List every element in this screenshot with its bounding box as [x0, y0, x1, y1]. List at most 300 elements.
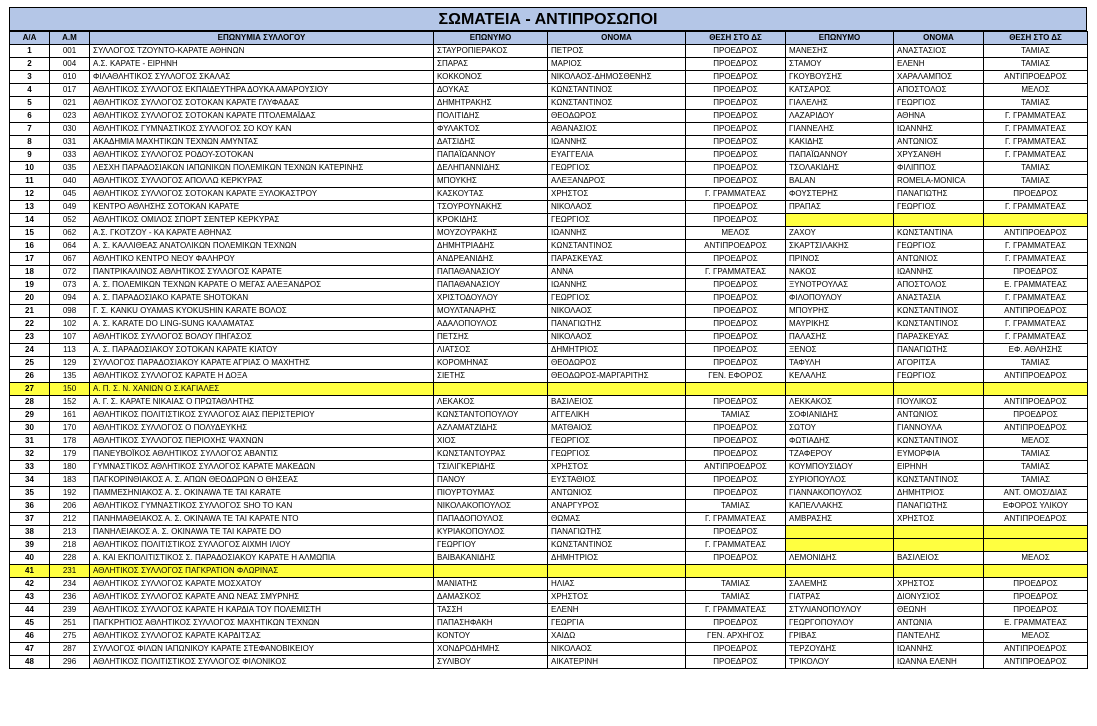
rep1-name-cell[interactable]: ΧΡΗΣΤΟΣ — [548, 188, 686, 201]
rep1-name-cell[interactable]: ΝΙΚΟΛΑΟΣ — [548, 305, 686, 318]
rep2-position-cell[interactable]: Γ. ΓΡΑΜΜΑΤΕΑΣ — [984, 123, 1088, 136]
rep2-position-cell[interactable]: ΜΕΛΟΣ — [984, 630, 1088, 643]
row-number-cell[interactable]: 5 — [10, 97, 50, 110]
rep2-name-cell[interactable]: ΠΑΝΑΓΙΩΤΗΣ — [894, 188, 984, 201]
rep2-surname-cell[interactable]: ΚΑΚΙΔΗΣ — [786, 136, 894, 149]
club-name-cell[interactable]: ΑΘΛΗΤΙΚΟΣ ΣΥΛΛΟΓΟΣ ΣΟΤΟΚΑΝ ΚΑΡΑΤΕ ΞΥΛΟΚΑΣΤΡΟΥ — [90, 188, 434, 201]
col-header-club[interactable]: ΕΠΩΝΥΜΙΑ ΣΥΛΛΟΓΟΥ — [90, 32, 434, 45]
rep1-name-cell[interactable]: ΓΕΩΡΓΙΟΣ — [548, 448, 686, 461]
col-header-name-2[interactable]: ΟΝΟΜΑ — [894, 32, 984, 45]
rep1-name-cell[interactable] — [548, 383, 686, 396]
rep2-surname-cell[interactable]: ΚΕΛΑΛΗΣ — [786, 370, 894, 383]
rep2-name-cell[interactable]: ΚΩΝΣΤΑΝΤΙΝΟΣ — [894, 305, 984, 318]
rep2-surname-cell[interactable]: ΜΑΝΕΣΗΣ — [786, 45, 894, 58]
rep1-name-cell[interactable]: ΓΕΩΡΓΙΑ — [548, 617, 686, 630]
club-name-cell[interactable]: ΑΘΛΗΤΙΚΟΣ ΣΥΛΛΟΓΟΣ ΡΟΔΟΥ-ΣΟΤΟΚΑΝ — [90, 149, 434, 162]
rep2-name-cell[interactable]: ΠΟΥΛΙΚΟΣ — [894, 396, 984, 409]
rep2-name-cell[interactable]: ΑΠΟΣΤΟΛΟΣ — [894, 279, 984, 292]
rep1-surname-cell[interactable]: ΚΟΝΤΟΥ — [434, 630, 548, 643]
rep1-position-cell[interactable]: ΠΡΟΕΔΡΟΣ — [686, 292, 786, 305]
row-number-cell[interactable]: 32 — [10, 448, 50, 461]
club-name-cell[interactable]: ΠΑΓΚΡΗΤΙΟΣ ΑΘΛΗΤΙΚΟΣ ΣΥΛΛΟΓΟΣ ΜΑΧΗΤΙΚΩΝ ΤΕΧΝΩΝ — [90, 617, 434, 630]
rep2-position-cell[interactable]: ΑΝΤΙΠΡΟΕΔΡΟΣ — [984, 396, 1088, 409]
member-number-cell[interactable]: 236 — [50, 591, 90, 604]
rep2-position-cell[interactable]: ΑΝΤΙΠΡΟΕΔΡΟΣ — [984, 71, 1088, 84]
col-header-surname-1[interactable]: ΕΠΩΝΥΜΟ — [434, 32, 548, 45]
rep2-surname-cell[interactable]: ΑΜΒΡΑΣΗΣ — [786, 513, 894, 526]
rep2-surname-cell[interactable] — [786, 565, 894, 578]
rep2-position-cell[interactable]: ΤΑΜΙΑΣ — [984, 461, 1088, 474]
rep2-name-cell[interactable] — [894, 383, 984, 396]
rep2-position-cell[interactable] — [984, 383, 1088, 396]
rep1-surname-cell[interactable]: ΜΑΝΙΑΤΗΣ — [434, 578, 548, 591]
member-number-cell[interactable]: 296 — [50, 656, 90, 669]
rep2-name-cell[interactable]: ΠΑΝΑΓΙΩΤΗΣ — [894, 500, 984, 513]
rep1-position-cell[interactable]: ΠΡΟΕΔΡΟΣ — [686, 448, 786, 461]
rep1-surname-cell[interactable]: ΤΑΣΣΗ — [434, 604, 548, 617]
rep1-name-cell[interactable]: ΗΛΙΑΣ — [548, 578, 686, 591]
rep2-position-cell[interactable]: ΜΕΛΟΣ — [984, 552, 1088, 565]
club-name-cell[interactable]: ΑΘΛΗΤΙΚΟΣ ΓΥΜΝΑΣΤΙΚΟΣ ΣΥΛΛΟΓΟΣ SHO TO KAN — [90, 500, 434, 513]
row-number-cell[interactable]: 44 — [10, 604, 50, 617]
club-name-cell[interactable]: ΑΘΛΗΤΙΚΟΣ ΟΜΙΛΟΣ ΣΠΟΡΤ ΣΕΝΤΕΡ ΚΕΡΚΥΡΑΣ — [90, 214, 434, 227]
row-number-cell[interactable]: 27 — [10, 383, 50, 396]
rep1-position-cell[interactable]: ΠΡΟΕΔΡΟΣ — [686, 474, 786, 487]
rep2-surname-cell[interactable]: ΛΕΜΟΝΙΔΗΣ — [786, 552, 894, 565]
row-number-cell[interactable]: 12 — [10, 188, 50, 201]
rep1-position-cell[interactable]: ΠΡΟΕΔΡΟΣ — [686, 422, 786, 435]
rep1-position-cell[interactable]: ΠΡΟΕΔΡΟΣ — [686, 656, 786, 669]
rep1-name-cell[interactable]: ΑΓΓΕΛΙΚΗ — [548, 409, 686, 422]
row-number-cell[interactable]: 3 — [10, 71, 50, 84]
rep1-surname-cell[interactable]: ΔΑΤΣΙΔΗΣ — [434, 136, 548, 149]
member-number-cell[interactable]: 113 — [50, 344, 90, 357]
rep2-name-cell[interactable]: ΑΝΤΩΝΙΟΣ — [894, 409, 984, 422]
rep2-surname-cell[interactable]: ΣΑΛΕΜΗΣ — [786, 578, 894, 591]
rep2-position-cell[interactable] — [984, 214, 1088, 227]
member-number-cell[interactable]: 010 — [50, 71, 90, 84]
col-header-position-1[interactable]: ΘΕΣΗ ΣΤΟ ΔΣ — [686, 32, 786, 45]
rep2-surname-cell[interactable]: ΠΑΛΑΣΗΣ — [786, 331, 894, 344]
row-number-cell[interactable]: 29 — [10, 409, 50, 422]
rep2-position-cell[interactable]: Γ. ΓΡΑΜΜΑΤΕΑΣ — [984, 318, 1088, 331]
rep1-name-cell[interactable]: ΚΩΝΣΤΑΝΤΙΝΟΣ — [548, 240, 686, 253]
member-number-cell[interactable]: 206 — [50, 500, 90, 513]
rep1-position-cell[interactable] — [686, 383, 786, 396]
rep1-surname-cell[interactable]: ΠΕΤΣΗΣ — [434, 331, 548, 344]
rep2-position-cell[interactable]: ΤΑΜΙΑΣ — [984, 162, 1088, 175]
club-name-cell[interactable]: Α. Σ. ΠΑΡΑΔΟΣΙΑΚΟ ΚΑΡΑΤΕ SHOTOKAN — [90, 292, 434, 305]
member-number-cell[interactable]: 231 — [50, 565, 90, 578]
row-number-cell[interactable]: 9 — [10, 149, 50, 162]
rep1-surname-cell[interactable]: ΜΠΟΥΚΗΣ — [434, 175, 548, 188]
rep2-surname-cell[interactable]: ΓΙΑΝΝΑΚΟΠΟΥΛΟΣ — [786, 487, 894, 500]
club-name-cell[interactable]: Α.Σ. ΓΚΟΤΖΟΥ - ΚΑ ΚΑΡΑΤΕ ΑΘΗΝΑΣ — [90, 227, 434, 240]
member-number-cell[interactable]: 287 — [50, 643, 90, 656]
rep1-name-cell[interactable]: ΝΙΚΟΛΑΟΣ — [548, 331, 686, 344]
rep1-position-cell[interactable]: ΠΡΟΕΔΡΟΣ — [686, 487, 786, 500]
rep1-surname-cell[interactable]: ΑΖΛΑΜΑΤΖΙΔΗΣ — [434, 422, 548, 435]
rep1-surname-cell[interactable] — [434, 565, 548, 578]
rep1-position-cell[interactable]: ΠΡΟΕΔΡΟΣ — [686, 318, 786, 331]
rep1-position-cell[interactable]: ΠΡΟΕΔΡΟΣ — [686, 58, 786, 71]
rep1-position-cell[interactable]: ΠΡΟΕΔΡΟΣ — [686, 123, 786, 136]
rep1-name-cell[interactable]: ΙΩΑΝΝΗΣ — [548, 136, 686, 149]
rep1-name-cell[interactable]: ΠΑΝΑΓΙΩΤΗΣ — [548, 526, 686, 539]
rep1-position-cell[interactable]: ΠΡΟΕΔΡΟΣ — [686, 45, 786, 58]
rep2-position-cell[interactable]: Γ. ΓΡΑΜΜΑΤΕΑΣ — [984, 292, 1088, 305]
member-number-cell[interactable]: 023 — [50, 110, 90, 123]
row-number-cell[interactable]: 18 — [10, 266, 50, 279]
rep2-surname-cell[interactable]: ΚΟΥΜΠΟΥΣΙΔΟΥ — [786, 461, 894, 474]
rep2-surname-cell[interactable] — [786, 214, 894, 227]
row-number-cell[interactable]: 41 — [10, 565, 50, 578]
member-number-cell[interactable]: 135 — [50, 370, 90, 383]
rep1-name-cell[interactable]: ΝΙΚΟΛΑΟΣ — [548, 201, 686, 214]
row-number-cell[interactable]: 23 — [10, 331, 50, 344]
row-number-cell[interactable]: 25 — [10, 357, 50, 370]
club-name-cell[interactable]: ΑΘΛΗΤΙΚΟΣ ΠΟΛΙΤΙΣΤΙΚΟΣ ΣΥΛΛΟΓΟΣ ΑΙΑΣ ΠΕΡΙΣΤΕΡΙΟΥ — [90, 409, 434, 422]
rep2-surname-cell[interactable]: ΞΕΝΟΣ — [786, 344, 894, 357]
rep1-position-cell[interactable]: ΠΡΟΕΔΡΟΣ — [686, 331, 786, 344]
rep1-name-cell[interactable]: ΑΝΤΩΝΙΟΣ — [548, 487, 686, 500]
rep1-surname-cell[interactable]: ΛΕΚΑΚΟΣ — [434, 396, 548, 409]
rep1-surname-cell[interactable]: ΧΟΝΔΡΟΔΗΜΗΣ — [434, 643, 548, 656]
rep2-surname-cell[interactable]: ΦΟΥΣΤΕΡΗΣ — [786, 188, 894, 201]
rep2-name-cell[interactable]: ΙΩΑΝΝΗΣ — [894, 266, 984, 279]
club-name-cell[interactable]: Α. ΚΑΙ ΕΚΠΟΛΙΤΙΣΤΙΚΟΣ Σ. ΠΑΡΑΔΟΣΙΑΚΟΥ ΚΑΡΑΤΕ Η ΑΛΜΩΠΙΑ — [90, 552, 434, 565]
rep1-surname-cell[interactable]: ΠΑΠΑΪΩΑΝΝΟΥ — [434, 149, 548, 162]
row-number-cell[interactable]: 46 — [10, 630, 50, 643]
row-number-cell[interactable]: 40 — [10, 552, 50, 565]
member-number-cell[interactable]: 073 — [50, 279, 90, 292]
member-number-cell[interactable]: 001 — [50, 45, 90, 58]
rep1-name-cell[interactable]: ΙΩΑΝΝΗΣ — [548, 279, 686, 292]
rep2-name-cell[interactable]: ΑΓΟΡΙΤΣΑ — [894, 357, 984, 370]
rep2-position-cell[interactable] — [984, 565, 1088, 578]
rep1-position-cell[interactable]: ΠΡΟΕΔΡΟΣ — [686, 279, 786, 292]
rep1-name-cell[interactable]: ΑΘΑΝΑΣΙΟΣ — [548, 123, 686, 136]
col-header-name-1[interactable]: ΟΝΟΜΑ — [548, 32, 686, 45]
rep2-name-cell[interactable]: ΧΡΗΣΤΟΣ — [894, 513, 984, 526]
rep1-name-cell[interactable]: ΘΕΟΔΩΡΟΣ — [548, 110, 686, 123]
rep2-name-cell[interactable]: ΚΩΝΣΤΑΝΤΙΝΟΣ — [894, 435, 984, 448]
rep2-surname-cell[interactable]: ΤΣΟΛΑΚΙΔΗΣ — [786, 162, 894, 175]
rep1-surname-cell[interactable]: ΝΙΚΟΛΑΚΟΠΟΥΛΟΣ — [434, 500, 548, 513]
member-number-cell[interactable]: 072 — [50, 266, 90, 279]
rep2-name-cell[interactable]: ΔΙΟΝΥΣΙΟΣ — [894, 591, 984, 604]
row-number-cell[interactable]: 15 — [10, 227, 50, 240]
rep1-name-cell[interactable]: ΑΛΕΞΑΝΔΡΟΣ — [548, 175, 686, 188]
rep1-surname-cell[interactable]: ΔΑΜΑΣΚΟΣ — [434, 591, 548, 604]
rep2-name-cell[interactable]: ΑΝΑΣΤΑΣΙΟΣ — [894, 45, 984, 58]
rep2-surname-cell[interactable]: ΓΕΩΡΓΟΠΟΥΛΟΥ — [786, 617, 894, 630]
club-name-cell[interactable]: ΑΘΛΗΤΙΚΟΣ ΣΥΛΛΟΓΟΣ ΚΑΡΑΤΕ ΚΑΡΔΙΤΣΑΣ — [90, 630, 434, 643]
rep1-name-cell[interactable]: ΕΛΕΝΗ — [548, 604, 686, 617]
rep1-position-cell[interactable]: ΠΡΟΕΔΡΟΣ — [686, 201, 786, 214]
club-name-cell[interactable]: ΑΘΛΗΤΙΚΟΣ ΣΥΛΛΟΓΟΣ ΚΑΡΑΤΕ Η ΚΑΡΔΙΑ ΤΟΥ ΠΟΛΕΜΙΣΤΗ — [90, 604, 434, 617]
rep2-name-cell[interactable]: ΚΩΝΣΤΑΝΤΙΝΟΣ — [894, 318, 984, 331]
rep1-position-cell[interactable]: Γ. ΓΡΑΜΜΑΤΕΑΣ — [686, 188, 786, 201]
rep1-name-cell[interactable]: ΝΙΚΟΛΑΟΣ — [548, 643, 686, 656]
club-name-cell[interactable]: ΑΘΛΗΤΙΚΟΣ ΓΥΜΝΑΣΤΙΚΟΣ ΣΥΛΛΟΓΟΣ ΣΟ ΚΟΥ ΚΑΝ — [90, 123, 434, 136]
rep2-surname-cell[interactable]: ΝΑΚΟΣ — [786, 266, 894, 279]
member-number-cell[interactable]: 102 — [50, 318, 90, 331]
member-number-cell[interactable]: 178 — [50, 435, 90, 448]
rep2-name-cell[interactable]: ΒΑΣΙΛΕΙΟΣ — [894, 552, 984, 565]
rep2-name-cell[interactable]: ΑΠΟΣΤΟΛΟΣ — [894, 84, 984, 97]
rep1-name-cell[interactable]: ΘΕΟΔΩΡΟΣ — [548, 357, 686, 370]
rep1-name-cell[interactable]: ΔΗΜΗΤΡΙΟΣ — [548, 552, 686, 565]
rep1-surname-cell[interactable]: ΚΩΝΣΤΑΝΤΟΠΟΥΛΟΥ — [434, 409, 548, 422]
rep1-surname-cell[interactable]: ΚΟΡΟΜΗΝΑΣ — [434, 357, 548, 370]
rep2-surname-cell[interactable]: ΣΚΑΡΤΣΙΛΑΚΗΣ — [786, 240, 894, 253]
rep1-position-cell[interactable]: ΠΡΟΕΔΡΟΣ — [686, 162, 786, 175]
member-number-cell[interactable]: 161 — [50, 409, 90, 422]
row-number-cell[interactable]: 4 — [10, 84, 50, 97]
rep1-surname-cell[interactable]: ΔΟΥΚΑΣ — [434, 84, 548, 97]
rep1-position-cell[interactable]: ΠΡΟΕΔΡΟΣ — [686, 175, 786, 188]
rep2-surname-cell[interactable]: ΓΚΟΥΒΟΥΣΗΣ — [786, 71, 894, 84]
rep2-surname-cell[interactable]: ΠΡΙΝΟΣ — [786, 253, 894, 266]
rep2-position-cell[interactable]: ΠΡΟΕΔΡΟΣ — [984, 409, 1088, 422]
rep1-surname-cell[interactable]: ΛΙΑΤΣΟΣ — [434, 344, 548, 357]
rep2-surname-cell[interactable]: ΚΑΠΕΛΛΑΚΗΣ — [786, 500, 894, 513]
member-number-cell[interactable]: 064 — [50, 240, 90, 253]
rep1-surname-cell[interactable]: ΠΑΝΟΥ — [434, 474, 548, 487]
rep2-name-cell[interactable]: ΓΕΩΡΓΙΟΣ — [894, 240, 984, 253]
rep1-name-cell[interactable]: ΑΝΝΑ — [548, 266, 686, 279]
club-name-cell[interactable]: ΑΘΛΗΤΙΚΟΣ ΣΥΛΛΟΓΟΣ ΣΟΤΟΚΑΝ ΚΑΡΑΤΕ ΠΤΟΛΕΜΑΪΔΑΣ — [90, 110, 434, 123]
row-number-cell[interactable]: 28 — [10, 396, 50, 409]
club-name-cell[interactable]: Α. Γ. Σ. ΚΑΡΑΤΕ ΝΙΚΑΙΑΣ Ο ΠΡΩΤΑΘΛΗΤΗΣ — [90, 396, 434, 409]
rep1-position-cell[interactable]: ΠΡΟΕΔΡΟΣ — [686, 253, 786, 266]
rep1-position-cell[interactable]: ΠΡΟΕΔΡΟΣ — [686, 97, 786, 110]
rep2-name-cell[interactable]: ΧΡΥΣΑΝΘΗ — [894, 149, 984, 162]
rep2-position-cell[interactable]: Γ. ΓΡΑΜΜΑΤΕΑΣ — [984, 331, 1088, 344]
rep2-position-cell[interactable]: Γ. ΓΡΑΜΜΑΤΕΑΣ — [984, 149, 1088, 162]
member-number-cell[interactable]: 179 — [50, 448, 90, 461]
member-number-cell[interactable]: 031 — [50, 136, 90, 149]
rep2-surname-cell[interactable]: ΤΡΙΚΟΛΟΥ — [786, 656, 894, 669]
member-number-cell[interactable]: 107 — [50, 331, 90, 344]
club-name-cell[interactable]: ΠΑΜΜΕΣΗΝΙΑΚΟΣ Α. Σ. OKINAWA ΤΕ ΤΑΙ KARATE — [90, 487, 434, 500]
club-name-cell[interactable]: ΑΘΛΗΤΙΚΟΣ ΣΥΛΛΟΓΟΣ ΚΑΡΑΤΕ ΜΟΣΧΑΤΟΥ — [90, 578, 434, 591]
rep1-surname-cell[interactable]: ΣΙΕΤΗΣ — [434, 370, 548, 383]
rep1-surname-cell[interactable]: ΠΑΠΑΔΟΠΟΥΛΟΣ — [434, 513, 548, 526]
member-number-cell[interactable]: 035 — [50, 162, 90, 175]
rep1-position-cell[interactable]: ΓΕΝ. ΑΡΧΗΓΟΣ — [686, 630, 786, 643]
rep2-position-cell[interactable] — [984, 526, 1088, 539]
rep2-position-cell[interactable]: ΑΝΤΙΠΡΟΕΔΡΟΣ — [984, 643, 1088, 656]
rep2-name-cell[interactable]: ΠΑΝΑΓΙΩΤΗΣ — [894, 344, 984, 357]
rep2-surname-cell[interactable]: ΣΩΤΟΥ — [786, 422, 894, 435]
rep1-name-cell[interactable]: ΚΩΝΣΤΑΝΤΙΝΟΣ — [548, 84, 686, 97]
rep2-position-cell[interactable]: ΑΝΤΙΠΡΟΕΔΡΟΣ — [984, 370, 1088, 383]
rep2-position-cell[interactable]: ΜΕΛΟΣ — [984, 84, 1088, 97]
rep1-name-cell[interactable]: ΚΩΝΣΤΑΝΤΙΝΟΣ — [548, 97, 686, 110]
rep1-name-cell[interactable]: ΠΑΝΑΓΙΩΤΗΣ — [548, 318, 686, 331]
row-number-cell[interactable]: 10 — [10, 162, 50, 175]
rep1-position-cell[interactable]: ΠΡΟΕΔΡΟΣ — [686, 71, 786, 84]
row-number-cell[interactable]: 33 — [10, 461, 50, 474]
rep2-position-cell[interactable]: ΑΝΤΙΠΡΟΕΔΡΟΣ — [984, 513, 1088, 526]
rep2-name-cell[interactable]: ΠΑΡΑΣΚΕΥΑΣ — [894, 331, 984, 344]
rep2-name-cell[interactable]: ROMELA-MONICA — [894, 175, 984, 188]
rep2-surname-cell[interactable]: ΛΑΖΑΡΙΔΟΥ — [786, 110, 894, 123]
rep1-surname-cell[interactable]: ΠΙΟΥΡΤΟΥΜΑΣ — [434, 487, 548, 500]
member-number-cell[interactable]: 021 — [50, 97, 90, 110]
row-number-cell[interactable]: 7 — [10, 123, 50, 136]
rep2-position-cell[interactable]: ΤΑΜΙΑΣ — [984, 58, 1088, 71]
rep2-surname-cell[interactable]: ΤΖΑΦΕΡΟΥ — [786, 448, 894, 461]
rep1-position-cell[interactable]: ΠΡΟΕΔΡΟΣ — [686, 136, 786, 149]
rep1-name-cell[interactable]: ΚΩΝΣΤΑΝΤΙΝΟΣ — [548, 539, 686, 552]
club-name-cell[interactable]: Α. Π. Σ. Ν. ΧΑΝΙΩΝ Ο Σ.ΚΑΓΙΑΛΕΣ — [90, 383, 434, 396]
row-number-cell[interactable]: 48 — [10, 656, 50, 669]
rep2-name-cell[interactable]: ΦΙΛΙΠΠΟΣ — [894, 162, 984, 175]
row-number-cell[interactable]: 14 — [10, 214, 50, 227]
member-number-cell[interactable]: 234 — [50, 578, 90, 591]
row-number-cell[interactable]: 47 — [10, 643, 50, 656]
club-name-cell[interactable]: ΑΘΛΗΤΙΚΟΣ ΣΥΛΛΟΓΟΣ ΠΕΡΙΟΧΗΣ ΨΑΧΝΩΝ — [90, 435, 434, 448]
rep1-surname-cell[interactable]: ΜΟΥΛΤΑΝΑΡΗΣ — [434, 305, 548, 318]
rep1-name-cell[interactable]: ΑΝΑΡΓΥΡΟΣ — [548, 500, 686, 513]
member-number-cell[interactable]: 150 — [50, 383, 90, 396]
rep1-name-cell[interactable]: ΝΙΚΟΛΑΟΣ-ΔΗΜΟΣΘΕΝΗΣ — [548, 71, 686, 84]
rep1-position-cell[interactable]: ΠΡΟΕΔΡΟΣ — [686, 344, 786, 357]
rep2-position-cell[interactable]: ΕΦΟΡΟΣ ΥΛΙΚΟΥ — [984, 500, 1088, 513]
rep2-position-cell[interactable]: ΑΝΤ. ΟΜΟΣ/ΔΙΑΣ — [984, 487, 1088, 500]
rep2-name-cell[interactable]: ΧΡΗΣΤΟΣ — [894, 578, 984, 591]
rep2-name-cell[interactable]: ΓΙΑΝΝΟΥΛΑ — [894, 422, 984, 435]
rep1-surname-cell[interactable]: ΦΥΛΑΚΤΟΣ — [434, 123, 548, 136]
rep1-surname-cell[interactable]: ΠΑΠΑΣΗΦΑΚΗ — [434, 617, 548, 630]
rep2-position-cell[interactable]: ΤΑΜΙΑΣ — [984, 474, 1088, 487]
rep2-name-cell[interactable] — [894, 214, 984, 227]
club-name-cell[interactable]: Α.Σ. ΚΑΡΑΤΕ - ΕΙΡΗΝΗ — [90, 58, 434, 71]
member-number-cell[interactable]: 192 — [50, 487, 90, 500]
club-name-cell[interactable]: ΦΙΛΑΘΛΗΤΙΚΟΣ ΣΥΛΛΟΓΟΣ ΣΚΑΛΑΣ — [90, 71, 434, 84]
rep2-position-cell[interactable]: ΠΡΟΕΔΡΟΣ — [984, 578, 1088, 591]
rep1-position-cell[interactable]: ΠΡΟΕΔΡΟΣ — [686, 84, 786, 97]
rep1-name-cell[interactable]: ΘΕΟΔΩΡΟΣ-ΜΑΡΓΑΡΙΤΗΣ — [548, 370, 686, 383]
rep2-surname-cell[interactable]: ΠΑΠΑΪΩΑΝΝΟΥ — [786, 149, 894, 162]
rep2-position-cell[interactable]: ΤΑΜΙΑΣ — [984, 448, 1088, 461]
rep1-name-cell[interactable] — [548, 565, 686, 578]
member-number-cell[interactable]: 040 — [50, 175, 90, 188]
club-name-cell[interactable]: Α. Σ. ΚΑΛΛΙΘΕΑΣ ΑΝΑΤΟΛΙΚΩΝ ΠΟΛΕΜΙΚΩΝ ΤΕΧΝΩΝ — [90, 240, 434, 253]
rep2-position-cell[interactable]: ΑΝΤΙΠΡΟΕΔΡΟΣ — [984, 656, 1088, 669]
rep1-surname-cell[interactable]: ΚΡΟΚΙΔΗΣ — [434, 214, 548, 227]
member-number-cell[interactable]: 094 — [50, 292, 90, 305]
rep1-name-cell[interactable]: ΕΥΣΤΑΘΙΟΣ — [548, 474, 686, 487]
rep1-position-cell[interactable]: ΠΡΟΕΔΡΟΣ — [686, 305, 786, 318]
rep1-position-cell[interactable]: ΠΡΟΕΔΡΟΣ — [686, 435, 786, 448]
club-name-cell[interactable]: ΑΚΑΔΗΜΙΑ ΜΑΧΗΤΙΚΩΝ ΤΕΧΝΩΝ ΑΜΥΝΤΑΣ — [90, 136, 434, 149]
rep1-surname-cell[interactable]: ΧΙΟΣ — [434, 435, 548, 448]
rep2-surname-cell[interactable]: ΣΟΦΙΑΝΙΔΗΣ — [786, 409, 894, 422]
rep2-position-cell[interactable]: ΤΑΜΙΑΣ — [984, 45, 1088, 58]
member-number-cell[interactable]: 045 — [50, 188, 90, 201]
member-number-cell[interactable]: 052 — [50, 214, 90, 227]
rep2-name-cell[interactable]: ΕΥΜΟΡΦΙΑ — [894, 448, 984, 461]
club-name-cell[interactable]: ΑΘΛΗΤΙΚΟΣ ΣΥΛΛΟΓΟΣ ΚΑΡΑΤΕ Η ΔΟΞΑ — [90, 370, 434, 383]
rep2-surname-cell[interactable]: ΠΡΑΠΑΣ — [786, 201, 894, 214]
row-number-cell[interactable]: 19 — [10, 279, 50, 292]
rep1-surname-cell[interactable]: ΣΤΑΥΡΟΠΙΕΡΑΚΟΣ — [434, 45, 548, 58]
row-number-cell[interactable]: 24 — [10, 344, 50, 357]
member-number-cell[interactable]: 049 — [50, 201, 90, 214]
rep1-name-cell[interactable]: ΓΕΩΡΓΙΟΣ — [548, 435, 686, 448]
row-number-cell[interactable]: 38 — [10, 526, 50, 539]
rep1-position-cell[interactable]: ΠΡΟΕΔΡΟΣ — [686, 396, 786, 409]
rep1-name-cell[interactable]: ΧΡΗΣΤΟΣ — [548, 591, 686, 604]
rep1-surname-cell[interactable]: ΓΕΩΡΓΙΟΥ — [434, 539, 548, 552]
rep2-surname-cell[interactable]: ΖΑΧΟΥ — [786, 227, 894, 240]
club-name-cell[interactable]: ΑΘΛΗΤΙΚΟΣ ΣΥΛΛΟΓΟΣ ΚΑΡΑΤΕ ΑΝΩ ΝΕΑΣ ΣΜΥΡΝΗΣ — [90, 591, 434, 604]
rep1-name-cell[interactable]: ΒΑΣΙΛΕΙΟΣ — [548, 396, 686, 409]
row-number-cell[interactable]: 6 — [10, 110, 50, 123]
rep1-surname-cell[interactable]: ΚΟΚΚΟΝΟΣ — [434, 71, 548, 84]
rep2-surname-cell[interactable]: ΤΑΦΥΛΗ — [786, 357, 894, 370]
rep2-surname-cell[interactable]: ΓΙΑΤΡΑΣ — [786, 591, 894, 604]
rep2-position-cell[interactable]: Γ. ΓΡΑΜΜΑΤΕΑΣ — [984, 253, 1088, 266]
club-name-cell[interactable]: Α. Σ. KARATE DO LING-SUNG ΚΑΛΑΜΑΤΑΣ — [90, 318, 434, 331]
member-number-cell[interactable]: 170 — [50, 422, 90, 435]
rep1-surname-cell[interactable]: ΣΥΛΙΒΟΥ — [434, 656, 548, 669]
rep2-name-cell[interactable]: ΓΕΩΡΓΙΟΣ — [894, 201, 984, 214]
rep1-surname-cell[interactable]: ΤΣΙΛΙΓΚΕΡΙΔΗΣ — [434, 461, 548, 474]
rep2-surname-cell[interactable]: ΓΙΑΛΕΛΗΣ — [786, 97, 894, 110]
rep1-name-cell[interactable]: ΘΩΜΑΣ — [548, 513, 686, 526]
rep1-position-cell[interactable]: ΠΡΟΕΔΡΟΣ — [686, 149, 786, 162]
rep1-surname-cell[interactable]: ΠΟΛΙΤΙΔΗΣ — [434, 110, 548, 123]
club-name-cell[interactable]: ΑΘΛΗΤΙΚΟΣ ΣΥΛΛΟΓΟΣ ΣΟΤΟΚΑΝ ΚΑΡΑΤΕ ΓΛΥΦΑΔΑΣ — [90, 97, 434, 110]
row-number-cell[interactable]: 26 — [10, 370, 50, 383]
member-number-cell[interactable]: 180 — [50, 461, 90, 474]
club-name-cell[interactable]: ΑΘΛΗΤΙΚΟΣ ΣΥΛΛΟΓΟΣ ΑΠΟΛΛΩ ΚΕΡΚΥΡΑΣ — [90, 175, 434, 188]
member-number-cell[interactable]: 228 — [50, 552, 90, 565]
rep1-name-cell[interactable]: ΠΑΡΑΣΚΕΥΑΣ — [548, 253, 686, 266]
rep2-position-cell[interactable]: Ε. ΓΡΑΜΜΑΤΕΑΣ — [984, 617, 1088, 630]
rep2-name-cell[interactable]: ΠΑΝΤΕΛΗΣ — [894, 630, 984, 643]
rep1-surname-cell[interactable]: ΑΝΔΡΕΑΝΙΔΗΣ — [434, 253, 548, 266]
club-name-cell[interactable]: ΣΥΛΛΟΓΟΣ ΦΙΛΩΝ ΙΑΠΩΝΙΚΟΥ ΚΑΡΑΤΕ ΣΤΕΦΑΝΟΒΙΚΕΙΟΥ — [90, 643, 434, 656]
member-number-cell[interactable]: 004 — [50, 58, 90, 71]
rep1-name-cell[interactable]: ΔΗΜΗΤΡΙΟΣ — [548, 344, 686, 357]
member-number-cell[interactable]: 129 — [50, 357, 90, 370]
rep1-position-cell[interactable]: ΓΕΝ. ΕΦΟΡΟΣ — [686, 370, 786, 383]
member-number-cell[interactable]: 067 — [50, 253, 90, 266]
row-number-cell[interactable]: 36 — [10, 500, 50, 513]
member-number-cell[interactable]: 275 — [50, 630, 90, 643]
rep1-position-cell[interactable]: ΤΑΜΙΑΣ — [686, 591, 786, 604]
member-number-cell[interactable]: 098 — [50, 305, 90, 318]
rep2-name-cell[interactable] — [894, 565, 984, 578]
member-number-cell[interactable]: 218 — [50, 539, 90, 552]
rep2-surname-cell[interactable]: ΓΙΑΝΝΕΛΗΣ — [786, 123, 894, 136]
rep2-name-cell[interactable]: ΓΕΩΡΓΙΟΣ — [894, 97, 984, 110]
rep1-name-cell[interactable]: ΓΕΩΡΓΙΟΣ — [548, 162, 686, 175]
rep1-surname-cell[interactable]: ΠΑΠΑΘΑΝΑΣΙΟΥ — [434, 279, 548, 292]
rep2-name-cell[interactable]: ΚΩΝΣΤΑΝΤΙΝΑ — [894, 227, 984, 240]
rep2-position-cell[interactable] — [984, 539, 1088, 552]
rep1-name-cell[interactable]: ΕΥΑΓΓΕΛΙΑ — [548, 149, 686, 162]
rep2-position-cell[interactable]: ΜΕΛΟΣ — [984, 435, 1088, 448]
member-number-cell[interactable]: 212 — [50, 513, 90, 526]
rep2-surname-cell[interactable]: ΛΕΚΚΑΚΟΣ — [786, 396, 894, 409]
